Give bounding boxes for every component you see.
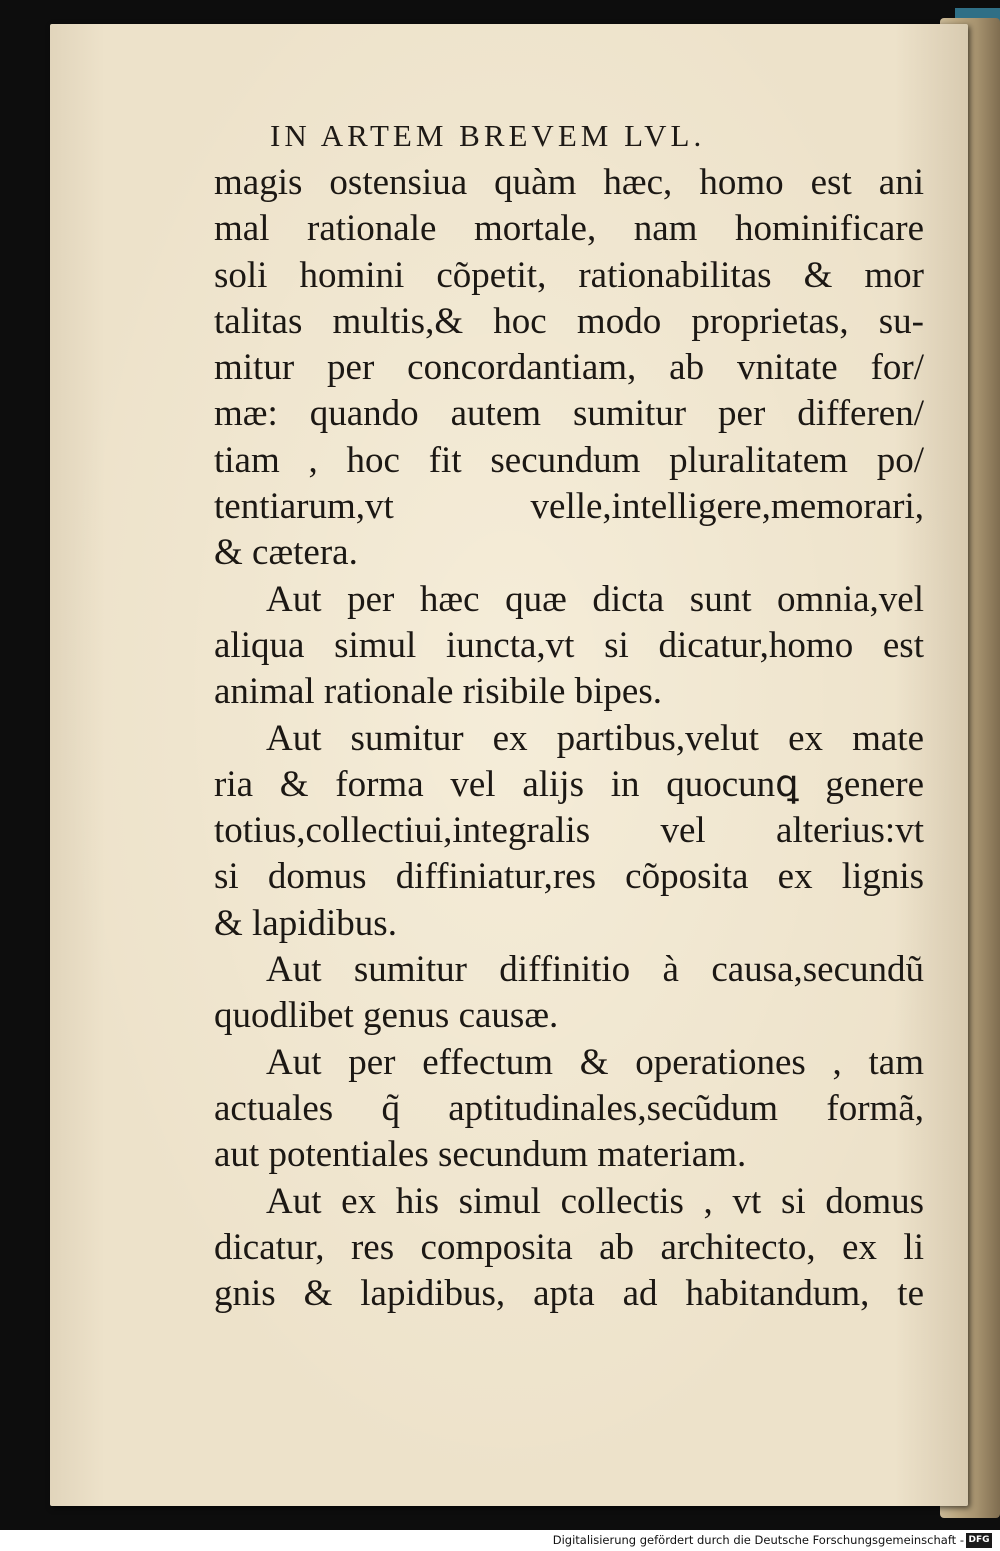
text-line: Aut per hæc quæ dicta sunt omnia,vel bbox=[266, 578, 924, 620]
text-line: mæ: quando autem sumitur per differen/ bbox=[214, 393, 924, 435]
text-line: tiam , hoc fit secundum pluralitatem po/ bbox=[214, 439, 924, 481]
text-line: dicatur, res composita ab architecto, ex li bbox=[214, 1226, 924, 1268]
text-line: Aut sumitur ex partibus,velut ex mate bbox=[266, 717, 924, 759]
text-line: mitur per concordantiam, ab vnitate for/ bbox=[214, 347, 924, 389]
text-line: Aut sumitur diffinitio à causa,secundũ bbox=[266, 949, 924, 991]
text-line: quodlibet genus causæ. bbox=[214, 995, 559, 1037]
dfg-logo: DFG bbox=[966, 1533, 992, 1548]
body-text bbox=[214, 160, 924, 1317]
digitization-credit: Digitalisierung gefördert durch die Deutsche Forschungsgemeinschaft - bbox=[552, 1533, 964, 1547]
text-line: gnis & lapidibus, apta ad habitandum, te bbox=[214, 1273, 924, 1315]
text-line: Aut ex his simul collectis , vt si domus bbox=[266, 1180, 924, 1222]
text-line: mal rationale mortale, nam hominificare bbox=[214, 208, 924, 250]
text-line: aliqua simul iuncta,vt si dicatur,homo est bbox=[214, 624, 924, 666]
text-line: tentiarum,vt velle,intelligere,memorari, bbox=[214, 486, 924, 528]
text-line: soli homini cõpetit, rationabilitas & mor bbox=[214, 254, 924, 296]
running-head: IN ARTEM BREVEM LVL. bbox=[270, 118, 706, 153]
text-line: magis ostensiua quàm hæc, homo est ani bbox=[214, 162, 924, 203]
text-line: animal rationale risibile bipes. bbox=[214, 671, 662, 713]
text-line: & lapidibus. bbox=[214, 902, 397, 944]
text-line: ria & forma vel alijs in quocunꝗ genere bbox=[214, 763, 924, 805]
text-line: Aut per effectum & operationes , tam bbox=[266, 1041, 924, 1083]
text-line: totius,collectiui,integralis vel alterius:vt bbox=[214, 810, 924, 852]
text-line: actuales q̃ aptitudinales,secũdum formã, bbox=[214, 1087, 924, 1129]
text-line: & cætera. bbox=[214, 532, 358, 574]
text-line: si domus diffiniatur,res cõposita ex lignis bbox=[214, 856, 924, 898]
text-line: talitas multis,& hoc modo proprietas, su- bbox=[214, 300, 924, 342]
text-line: aut potentiales secundum materiam. bbox=[214, 1134, 747, 1176]
